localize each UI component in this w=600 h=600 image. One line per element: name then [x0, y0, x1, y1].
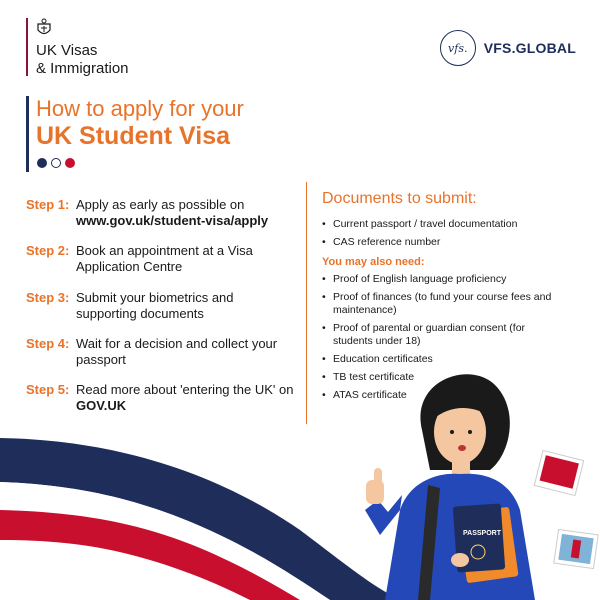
gov-uk-link[interactable]: GOV.UK — [76, 398, 127, 413]
step-description: Book an appointment at a Visa Application Centre — [76, 243, 253, 274]
list-item: • Proof of finances (to fund your course fees and maintenance) — [322, 291, 560, 317]
white-dot — [51, 158, 61, 168]
step-description: Apply as early as possible on — [76, 197, 245, 212]
required-documents-list — [322, 218, 582, 254]
list-item: • Education certificates — [322, 353, 560, 366]
step-description: Wait for a decision and collect your passport — [76, 336, 278, 367]
step-label: Step 4: — [26, 336, 70, 351]
documents-title: Documents to submit: — [322, 190, 477, 207]
step-label: Step 2: — [26, 243, 70, 258]
step-label: Step 5: — [26, 382, 70, 397]
optional-documents-heading: You may also need: — [322, 256, 425, 268]
title-accent-bar — [26, 96, 29, 172]
vfs-mark-icon: vfs. — [440, 30, 476, 66]
navy-dot — [37, 158, 47, 168]
org-name-line2: & Immigration — [36, 60, 129, 77]
list-item: • ATAS certificate — [322, 389, 560, 402]
bus-photo-icon — [534, 450, 583, 495]
list-item: • Proof of parental or guardian consent (for students under 18) — [322, 322, 560, 348]
flag-color-dots — [37, 158, 75, 168]
column-divider — [306, 182, 307, 424]
vfs-global-name: VFS.GLOBAL — [483, 40, 576, 56]
phone-box-photo-icon — [554, 529, 598, 568]
org-name-line1: UK Visas — [36, 42, 98, 59]
student-illustration — [360, 360, 600, 600]
step-label: Step 3: — [26, 290, 70, 305]
apply-link[interactable]: www.gov.uk/student-visa/apply — [76, 213, 269, 228]
uk-visas-immigration-logo — [26, 18, 129, 77]
step-text — [76, 382, 306, 414]
step-label: Step 1: — [26, 197, 70, 212]
step-description: Read more about 'entering the UK' on — [76, 382, 294, 397]
royal-crest-icon — [36, 18, 52, 38]
list-item: • Current passport / travel documentation — [322, 218, 582, 231]
list-item: • CAS reference number — [322, 236, 582, 249]
page-title-line1: How to apply for your — [36, 96, 244, 121]
passport-label: PASSPORT — [463, 530, 501, 537]
step-description: Submit your biometrics and supporting documents — [76, 290, 234, 321]
list-item: • TB test certificate — [322, 371, 560, 384]
page-title-line2: UK Student Visa — [36, 122, 231, 150]
list-item: • Proof of English language proficiency — [322, 273, 560, 286]
red-dot — [65, 158, 75, 168]
step-text — [76, 197, 306, 229]
vfs-global-logo — [440, 30, 576, 66]
